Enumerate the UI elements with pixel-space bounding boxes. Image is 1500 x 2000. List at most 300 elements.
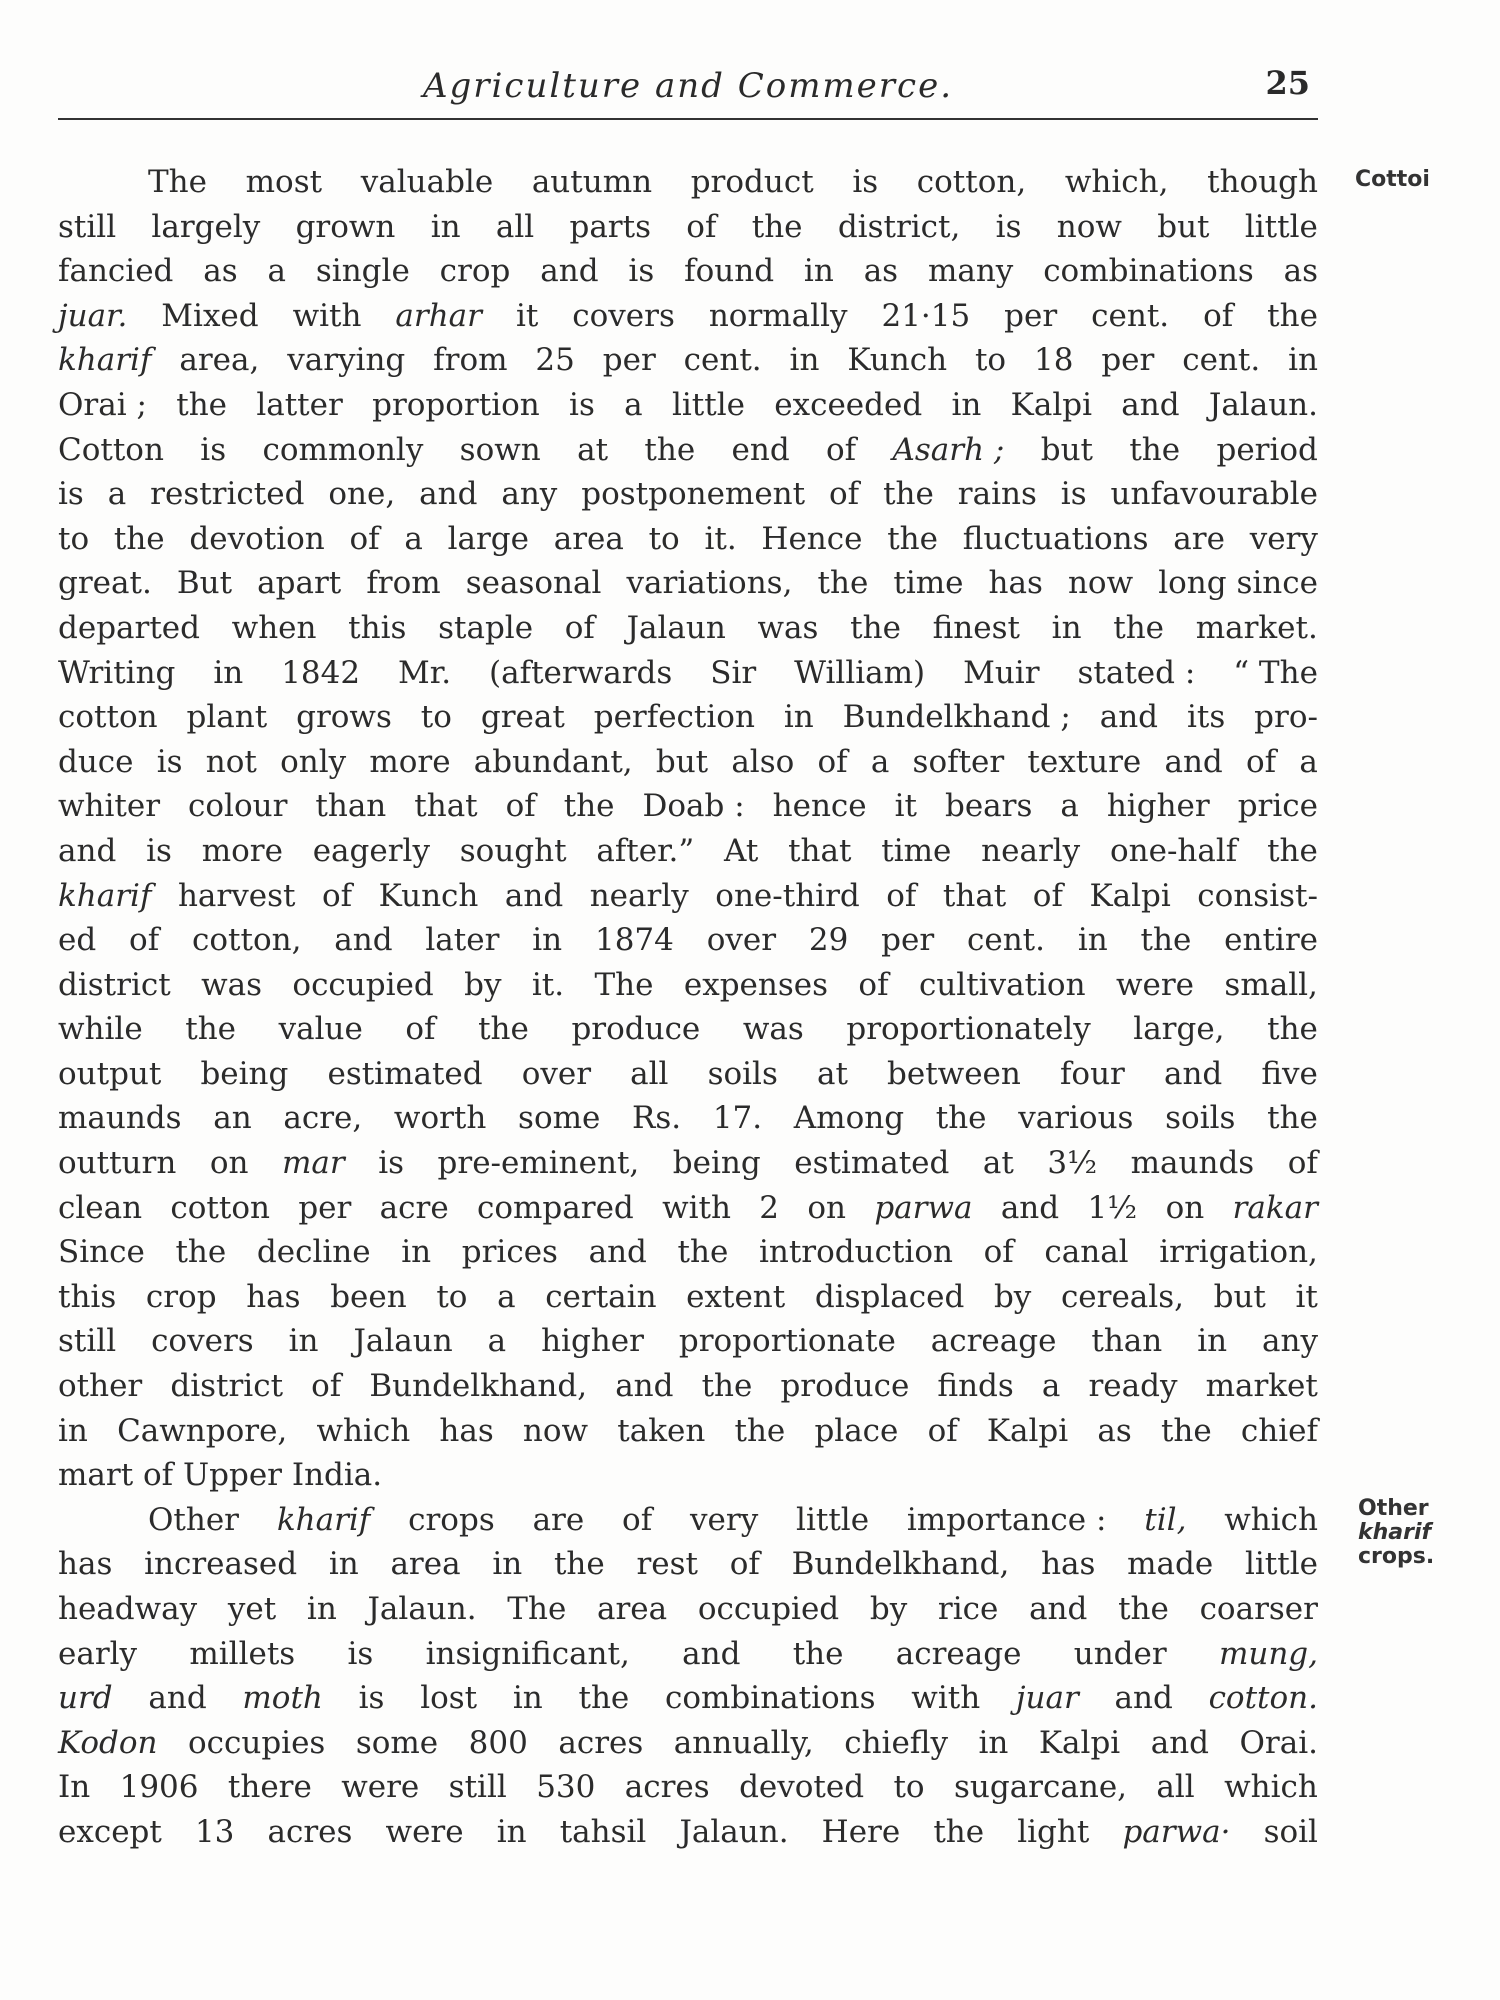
- word: great.: [58, 565, 152, 602]
- word: the: [883, 476, 934, 513]
- word: of: [1245, 743, 1277, 780]
- word: autumn: [531, 164, 653, 200]
- word: and: [588, 1234, 647, 1271]
- word: varying: [287, 342, 406, 379]
- text-line: [58, 1409, 1318, 1454]
- word: produce: [780, 1368, 910, 1405]
- word: 1842: [281, 654, 361, 691]
- word: a: [1041, 1368, 1061, 1405]
- word: that: [788, 832, 852, 869]
- word: in: [306, 1591, 337, 1627]
- word: Sir: [710, 654, 757, 691]
- word: in: [328, 1546, 359, 1583]
- word: in: [1197, 1323, 1228, 1360]
- word: time: [893, 565, 964, 602]
- word: headway: [58, 1591, 198, 1627]
- margin-note-line: kharif: [1358, 1520, 1432, 1545]
- word: nearly: [981, 832, 1081, 869]
- word: Among: [793, 1100, 905, 1137]
- word: hence: [772, 788, 867, 825]
- word: which: [316, 1412, 411, 1449]
- word: of: [729, 1546, 760, 1583]
- word: it: [894, 788, 917, 825]
- word: is: [358, 1680, 385, 1717]
- word: under: [1073, 1635, 1167, 1672]
- word: of: [829, 476, 860, 513]
- text-line: [58, 561, 1318, 606]
- word: of: [321, 877, 353, 914]
- word: is: [200, 431, 227, 468]
- text-line: [58, 249, 1318, 294]
- word: parts: [569, 208, 651, 245]
- word: all: [1156, 1769, 1195, 1806]
- word: as: [1283, 253, 1318, 290]
- word: per: [1101, 342, 1155, 379]
- word: little: [1244, 1546, 1318, 1583]
- word: rakar: [1232, 1189, 1318, 1226]
- word: combinations: [1043, 253, 1254, 290]
- word: displaced: [814, 1278, 965, 1315]
- word: Mixed: [161, 297, 259, 334]
- word: 1874: [594, 922, 674, 959]
- word: higher: [541, 1323, 644, 1360]
- word: postponement: [581, 476, 806, 513]
- word: the: [175, 1234, 227, 1271]
- word: with: [292, 297, 362, 334]
- word: and: [1163, 1055, 1223, 1092]
- word: in: [401, 1234, 432, 1271]
- word: on: [209, 1145, 249, 1182]
- word: crop: [145, 1278, 217, 1315]
- word: acreage: [895, 1635, 1022, 1672]
- text-line: [58, 1096, 1318, 1141]
- word: now: [1067, 565, 1134, 602]
- word: per: [298, 1189, 352, 1226]
- word: unfavourable: [1110, 476, 1318, 513]
- word: output: [58, 1055, 162, 1092]
- word: has: [246, 1278, 301, 1315]
- word: occupies: [187, 1724, 326, 1761]
- word: over: [706, 922, 777, 959]
- word: market.: [1195, 609, 1318, 646]
- word: the: [850, 609, 901, 646]
- word: has: [1041, 1546, 1096, 1583]
- word: after.”: [596, 832, 695, 869]
- word: of: [886, 877, 917, 914]
- word: still: [448, 1769, 507, 1806]
- word: normally: [708, 297, 848, 334]
- text-line: [58, 1230, 1318, 1275]
- word: soils: [1165, 1100, 1236, 1137]
- word: The: [507, 1591, 567, 1627]
- word: the: [817, 565, 869, 602]
- word: the: [478, 1011, 529, 1048]
- word: by: [869, 1591, 908, 1627]
- word: Cawnpore,: [117, 1412, 288, 1449]
- word: made: [1127, 1546, 1214, 1583]
- word: acre,: [283, 1100, 363, 1137]
- word: in: [1288, 342, 1318, 379]
- word: staple: [438, 609, 534, 646]
- word: great: [480, 699, 565, 736]
- word: by: [464, 966, 502, 1003]
- word: But: [176, 565, 233, 602]
- word: rice: [937, 1591, 999, 1627]
- word: in: [512, 1680, 543, 1717]
- word: 18: [1033, 342, 1074, 379]
- word: and: [1029, 1591, 1088, 1627]
- word: all: [495, 208, 535, 245]
- word: grown: [295, 208, 396, 245]
- word: a: [487, 1323, 507, 1360]
- word: not: [205, 743, 257, 780]
- word: the: [1267, 1100, 1318, 1137]
- word: 3½: [1047, 1145, 1098, 1182]
- word: are: [532, 1501, 585, 1538]
- word: one-half: [1109, 832, 1238, 869]
- word: is: [156, 743, 183, 780]
- word: in: [783, 699, 814, 736]
- word: fluctuations: [962, 520, 1149, 557]
- word: between: [887, 1055, 1021, 1092]
- word: an: [213, 1100, 252, 1137]
- word: long since: [1158, 565, 1318, 602]
- word: 29: [808, 922, 849, 959]
- word: Kalpi: [1010, 386, 1092, 423]
- word: a: [107, 476, 127, 513]
- word: light: [1017, 1813, 1090, 1850]
- word: estimated: [794, 1145, 950, 1182]
- word: 25: [535, 342, 575, 379]
- word: district: [170, 1368, 284, 1405]
- word: proportionate: [678, 1323, 896, 1360]
- word: of: [349, 520, 380, 557]
- word: chief: [1240, 1412, 1318, 1449]
- word: are: [1173, 520, 1225, 557]
- word: area: [553, 520, 624, 557]
- word: other: [58, 1368, 143, 1405]
- word: covers: [151, 1323, 254, 1360]
- word: of: [983, 1234, 1014, 1271]
- word: consist-: [1197, 877, 1318, 914]
- text-line: [58, 1275, 1318, 1320]
- word: in: [803, 253, 834, 290]
- word: kharif: [58, 342, 152, 379]
- word: large: [447, 520, 529, 557]
- word: annually,: [673, 1724, 814, 1761]
- word: the: [887, 520, 938, 557]
- word: in: [1077, 922, 1108, 959]
- word: the: [1267, 1011, 1318, 1048]
- body-text: [58, 160, 1318, 1855]
- page-header: [58, 58, 1318, 120]
- word: little: [796, 1501, 870, 1538]
- word: many: [927, 253, 1014, 290]
- word: devotion: [189, 520, 325, 557]
- word: and: [1121, 386, 1180, 423]
- word: mung,: [1218, 1635, 1318, 1672]
- word: ready: [1088, 1368, 1178, 1405]
- word: with: [662, 1189, 731, 1226]
- word: a: [624, 386, 643, 423]
- word: Jalaun: [353, 1323, 453, 1360]
- word: bears: [944, 788, 1033, 825]
- word: a: [497, 1278, 516, 1315]
- word: there: [227, 1769, 312, 1806]
- word: being: [200, 1055, 289, 1092]
- word: and: [540, 253, 599, 290]
- word: of: [1203, 297, 1234, 334]
- word: cotton,: [192, 922, 302, 959]
- word: and: [334, 922, 393, 959]
- word: latter: [256, 386, 343, 423]
- word: apart: [257, 565, 342, 602]
- word: five: [1261, 1055, 1318, 1092]
- word: in: [213, 654, 244, 691]
- word: to: [58, 520, 90, 557]
- text-line: [58, 160, 1318, 205]
- text-line: [58, 383, 1318, 428]
- word: of: [505, 788, 536, 825]
- word: than: [315, 788, 387, 825]
- word: commonly: [262, 431, 424, 468]
- word: maunds: [1130, 1145, 1255, 1182]
- word: period: [1216, 431, 1318, 468]
- word: most: [245, 164, 323, 200]
- word: Jalaun.: [679, 1813, 789, 1850]
- word: and: [682, 1635, 741, 1672]
- word: and: [1164, 743, 1223, 780]
- word: in: [532, 922, 563, 959]
- word: crops: [408, 1501, 495, 1538]
- word: in: [492, 1546, 523, 1583]
- word: now: [522, 1412, 589, 1449]
- word: of: [564, 609, 595, 646]
- word: is: [569, 386, 595, 423]
- word: of: [826, 431, 857, 468]
- word: plant: [186, 699, 268, 736]
- word: acre: [379, 1189, 449, 1226]
- word: found: [684, 253, 775, 290]
- word: as: [203, 253, 238, 290]
- text-line: [58, 695, 1318, 740]
- word: in: [430, 208, 461, 245]
- word: very: [690, 1501, 759, 1538]
- word: the: [1129, 431, 1181, 468]
- word: compared: [477, 1189, 634, 1226]
- word: The: [148, 164, 207, 200]
- word: of: [817, 743, 848, 780]
- word: 530: [536, 1769, 596, 1806]
- word: parwa·: [1122, 1813, 1231, 1850]
- word: entire: [1224, 922, 1318, 959]
- word: the: [176, 386, 228, 423]
- word: clean: [58, 1189, 143, 1226]
- text-line: [58, 963, 1318, 1008]
- word: higher: [1106, 788, 1210, 825]
- word: William): [794, 654, 926, 691]
- word: still: [58, 208, 117, 245]
- text-line: [58, 1186, 1318, 1231]
- running-title: Agriculture and Commerce.: [422, 66, 954, 106]
- word: ed: [58, 922, 97, 959]
- word: little: [1244, 208, 1318, 245]
- word: Jalaun.: [1208, 386, 1318, 423]
- word: tahsil: [559, 1813, 647, 1850]
- word: duce: [58, 743, 134, 780]
- word: canal: [1044, 1234, 1129, 1271]
- word: except: [58, 1813, 162, 1850]
- text-line: [58, 1498, 1318, 1543]
- word: one,: [328, 476, 396, 513]
- word: mart of Upper India.: [58, 1457, 383, 1494]
- word: from: [366, 565, 441, 602]
- word: moth: [242, 1680, 323, 1717]
- word: 2: [759, 1189, 780, 1226]
- word: area,: [179, 342, 260, 379]
- word: eagerly: [312, 832, 430, 869]
- word: acres: [558, 1724, 644, 1761]
- word: the: [1113, 609, 1165, 646]
- word: cent.: [683, 342, 762, 379]
- word: is: [378, 1145, 405, 1182]
- word: all: [630, 1055, 669, 1092]
- word: “ The: [1233, 654, 1318, 691]
- word: in: [1051, 609, 1082, 646]
- word: its: [1186, 699, 1226, 736]
- word: whiter: [58, 788, 161, 825]
- word: which: [1224, 1501, 1318, 1538]
- word: stated :: [1077, 654, 1196, 691]
- text-line: [58, 428, 1318, 473]
- word: at: [577, 431, 609, 468]
- word: at: [816, 1055, 848, 1092]
- word: but: [1040, 431, 1093, 468]
- word: Writing: [58, 654, 176, 691]
- word: which,: [1064, 164, 1169, 200]
- word: restricted: [150, 476, 305, 513]
- word: is: [347, 1635, 374, 1672]
- word: variations,: [626, 565, 793, 602]
- word: rest: [636, 1546, 698, 1583]
- word: certain: [545, 1278, 657, 1315]
- word: of: [686, 208, 717, 245]
- word: grows: [296, 699, 392, 736]
- text-line: [58, 1052, 1318, 1097]
- word: the: [1160, 1412, 1212, 1449]
- word: than: [1091, 1323, 1163, 1360]
- word: soil: [1263, 1813, 1318, 1850]
- word: only: [280, 743, 347, 780]
- word: cotton: [58, 699, 158, 736]
- text-line: [58, 205, 1318, 250]
- word: the: [1118, 1591, 1169, 1627]
- text-line: [58, 918, 1318, 963]
- word: 1½: [1087, 1189, 1138, 1226]
- word: product: [690, 164, 814, 200]
- word: 17.: [712, 1100, 763, 1137]
- word: it: [515, 297, 539, 334]
- word: acreage: [930, 1323, 1057, 1360]
- word: the: [935, 1100, 987, 1137]
- word: were: [341, 1769, 420, 1806]
- word: though: [1207, 164, 1318, 200]
- word: being: [672, 1145, 761, 1182]
- word: softer: [912, 743, 1005, 780]
- word: nearly: [589, 877, 689, 914]
- text-line: [58, 294, 1318, 339]
- margin-note-cotton: Cottoi: [1355, 167, 1430, 192]
- word: the: [734, 1412, 786, 1449]
- word: decline: [256, 1234, 371, 1271]
- word: and: [419, 476, 478, 513]
- word: is: [995, 208, 1022, 245]
- word: the: [113, 520, 165, 557]
- word: per: [881, 922, 935, 959]
- word: it.: [704, 520, 737, 557]
- word: seasonal: [465, 565, 602, 602]
- word: estimated: [327, 1055, 483, 1092]
- word: by: [993, 1278, 1032, 1315]
- word: and: [1150, 1724, 1210, 1761]
- word: 1906: [119, 1769, 199, 1806]
- word: cent.: [967, 922, 1045, 959]
- word: little: [671, 386, 745, 423]
- word: colour: [188, 788, 288, 825]
- word: small,: [1224, 966, 1318, 1003]
- word: sugarcane,: [953, 1769, 1128, 1806]
- word: soils: [707, 1055, 778, 1092]
- word: valuable: [360, 164, 494, 200]
- word: the: [933, 1813, 985, 1850]
- word: Jalaun: [626, 609, 726, 646]
- word: cent.: [1182, 342, 1261, 379]
- text-line: [58, 1364, 1318, 1409]
- word: Kunch: [847, 342, 948, 379]
- word: a: [267, 253, 287, 290]
- word: the: [1140, 922, 1192, 959]
- word: texture: [1027, 743, 1142, 780]
- word: early: [58, 1635, 138, 1672]
- word: been: [330, 1278, 407, 1315]
- word: and: [1114, 1680, 1173, 1717]
- word: sown: [459, 431, 541, 468]
- word: now: [1056, 208, 1122, 245]
- word: large,: [1133, 1011, 1225, 1048]
- word: the: [185, 1011, 237, 1048]
- word: occupied: [292, 966, 434, 1003]
- word: but: [1157, 208, 1210, 245]
- word: very: [1249, 520, 1318, 557]
- paragraph: [58, 160, 1318, 1498]
- word: cotton.: [1208, 1680, 1318, 1717]
- word: largely: [151, 208, 261, 245]
- word: maunds: [58, 1100, 182, 1137]
- word: also: [731, 743, 795, 780]
- word: to: [893, 1769, 925, 1806]
- word: this: [58, 1278, 117, 1315]
- word: to: [974, 342, 1007, 379]
- word: has: [439, 1412, 494, 1449]
- word: and: [1000, 1189, 1060, 1226]
- word: pre-eminent,: [437, 1145, 640, 1182]
- word: the: [644, 431, 696, 468]
- word: was: [201, 966, 263, 1003]
- word: 800: [468, 1724, 528, 1761]
- word: various: [1018, 1100, 1134, 1137]
- word: kharif: [276, 1501, 371, 1538]
- word: market: [1205, 1368, 1318, 1405]
